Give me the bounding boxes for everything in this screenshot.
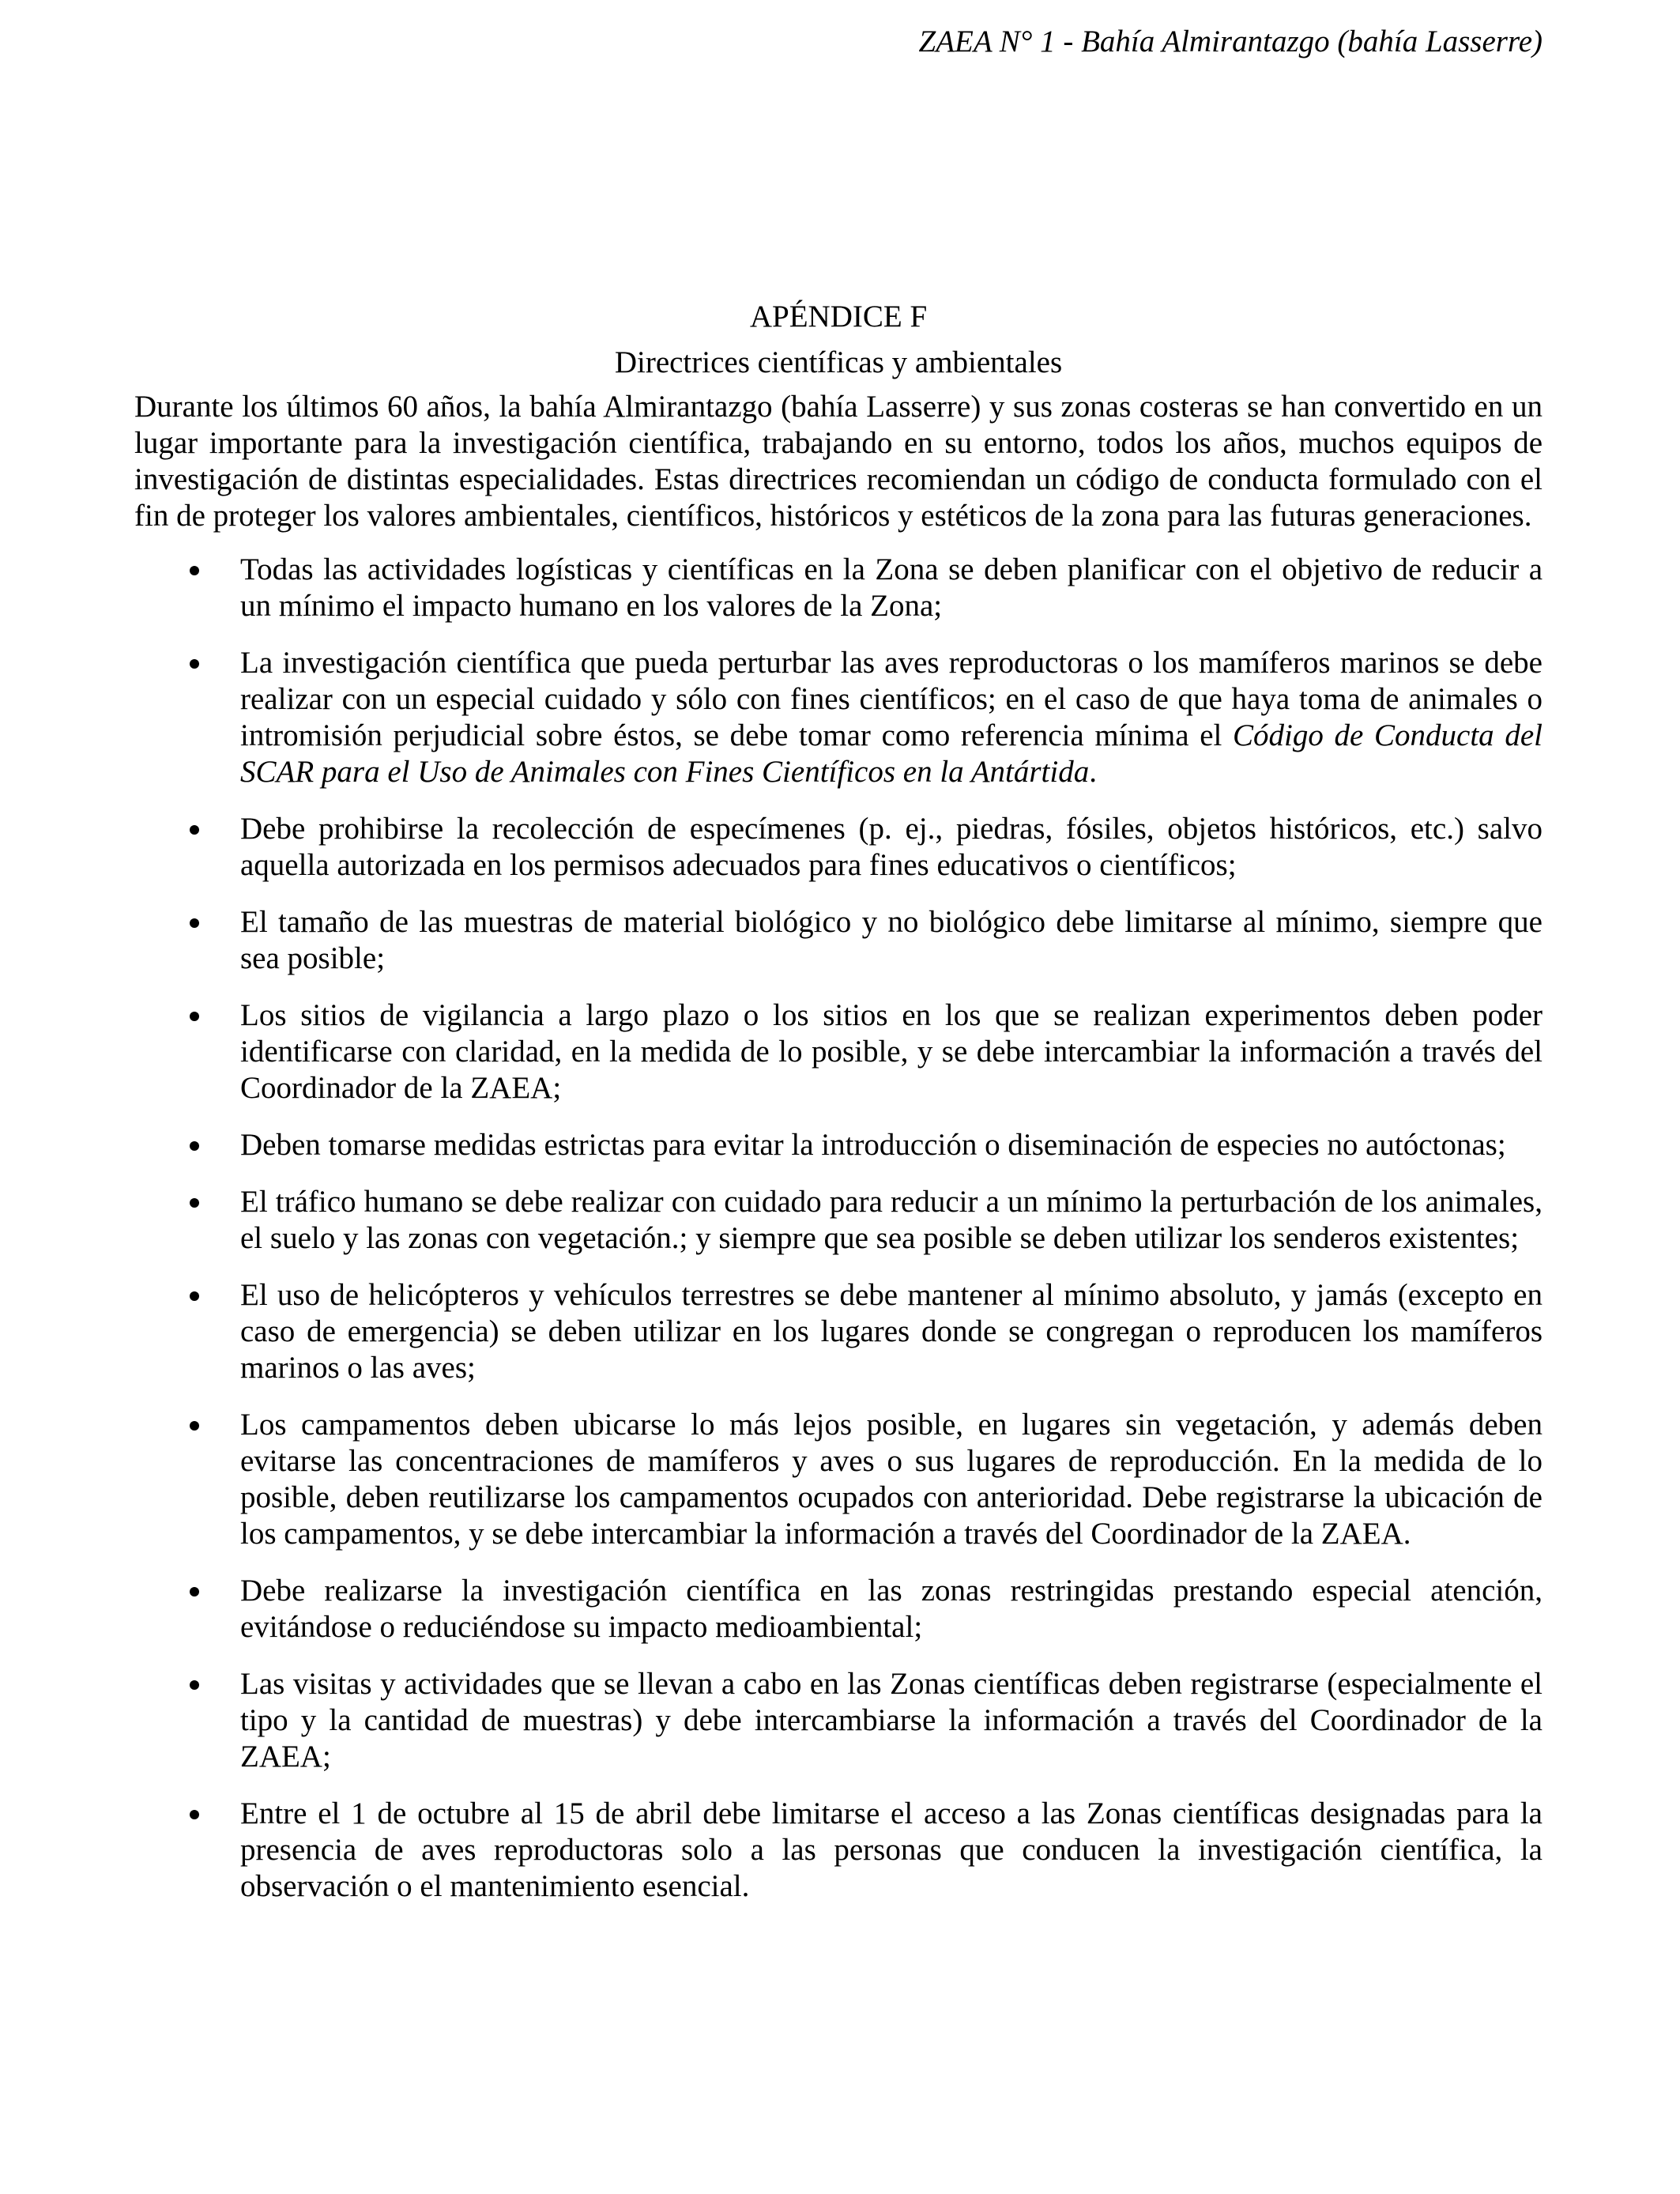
scar-code-reference: Código de Conducta del SCAR para el Uso de Animales con Fines Científicos en la Antártida <box>240 718 1543 789</box>
document-body <box>134 299 1543 1925</box>
bullet-icon <box>190 1587 199 1596</box>
list-item <box>134 552 1543 624</box>
list-item-text-end: . <box>1089 755 1097 789</box>
list-item-text: Todas las actividades logísticas y científicas en la Zona se deben planificar con el objetivo de reducir a un mínimo el impacto humano en los valores de la Zona; <box>240 552 1543 623</box>
list-item <box>134 811 1543 884</box>
bullet-icon <box>190 1198 199 1208</box>
list-item-text: El uso de helicópteros y vehículos terrestres se debe mantener al mínimo absoluto, y jamás (excepto en caso de emergencia) se deben utilizar en los lugares donde se congregan o reproducen los mamíferos marinos o las aves; <box>240 1278 1543 1385</box>
bullet-icon <box>190 1141 199 1151</box>
list-item <box>134 1666 1543 1775</box>
list-item-text: Los campamentos deben ubicarse lo más lejos posible, en lugares sin vegetación, y además deben evitarse las concentraciones de mamíferos y aves o sus lugares de reproducción. En la medida de lo posible, deben reutilizarse los campamentos ocupados con anterioridad. Debe registrarse la ubicación de los campamentos, y se debe intercambiar la información a través del Coordinador de la ZAEA. <box>240 1408 1543 1551</box>
bullet-icon <box>190 566 199 575</box>
appendix-title: APÉNDICE F <box>749 300 928 334</box>
guidelines-list <box>134 552 1543 1905</box>
bullet-icon <box>190 1291 199 1301</box>
list-item-text: Las visitas y actividades que se llevan a cabo en las Zonas científicas deben registrarse (especialmente el tipo y la cantidad de muestras) y debe intercambiarse la información a través del Coordinador de la ZAEA; <box>240 1667 1543 1774</box>
appendix-subtitle: Directrices científicas y ambientales <box>614 345 1063 379</box>
list-item-text: Deben tomarse medidas estrictas para evitar la introducción o diseminación de especies no autóctonas; <box>240 1128 1506 1162</box>
list-item-text: La investigación científica que pueda perturbar las aves reproductoras o los mamíferos marinos se debe realizar con un especial cuidado y sólo con fines científicos; en el caso de que haya toma de animales o intromisión perjudicial sobre éstos, se debe tomar como referencia mínima el <box>240 646 1543 752</box>
list-item <box>134 904 1543 977</box>
list-item-text: El tráfico humano se debe realizar con cuidado para reducir a un mínimo la perturbación de los animales, el suelo y las zonas con vegetación.; y siempre que sea posible se deben utilizar los senderos existentes; <box>240 1185 1543 1255</box>
bullet-icon <box>190 659 199 669</box>
list-item <box>134 1277 1543 1386</box>
list-item <box>134 1407 1543 1552</box>
list-item <box>134 645 1543 790</box>
list-item <box>134 1127 1543 1163</box>
bullet-icon <box>190 1012 199 1021</box>
bullet-icon <box>190 1421 199 1431</box>
list-item-text: Debe prohibirse la recolección de especímenes (p. ej., piedras, fósiles, objetos históricos, etc.) salvo aquella autorizada en los permisos adecuados para fines educativos o científicos; <box>240 812 1543 882</box>
bullet-icon <box>190 1810 199 1819</box>
list-item-text: Los sitios de vigilancia a largo plazo o los sitios en los que se realizan experimentos deben poder identificarse con claridad, en la medida de lo posible, y se debe intercambiar la información a través del Coordinador de la ZAEA; <box>240 998 1543 1105</box>
list-item <box>134 997 1543 1106</box>
list-item <box>134 1796 1543 1905</box>
running-header: ZAEA N° 1 - Bahía Almirantazgo (bahía Lasserre) <box>918 25 1543 58</box>
intro-paragraph: Durante los últimos 60 años, la bahía Almirantazgo (bahía Lasserre) y sus zonas costeras se han convertido en un lugar importante para la investigación científica, trabajando en su entorno, todos los años, muchos equipos de investigación de distintas especialidades. Estas directrices recomiendan un código de conducta formulado con el fin de proteger los valores ambientales, científicos, históricos y estéticos de la zona para las futuras generaciones. <box>134 390 1543 533</box>
bullet-icon <box>190 1680 199 1690</box>
bullet-icon <box>190 825 199 835</box>
list-item-text: Debe realizarse la investigación científica en las zonas restringidas prestando especial atención, evitándose o reduciéndose su impacto medioambiental; <box>240 1574 1543 1644</box>
list-item-text: Entre el 1 de octubre al 15 de abril debe limitarse el acceso a las Zonas científicas designadas para la presencia de aves reproductoras solo a las personas que conducen la investigación científica, la observación o el mantenimiento esencial. <box>240 1796 1543 1903</box>
list-item-text: El tamaño de las muestras de material biológico y no biológico debe limitarse al mínimo, siempre que sea posible; <box>240 905 1543 975</box>
list-item <box>134 1184 1543 1257</box>
bullet-icon <box>190 918 199 928</box>
list-item <box>134 1573 1543 1646</box>
